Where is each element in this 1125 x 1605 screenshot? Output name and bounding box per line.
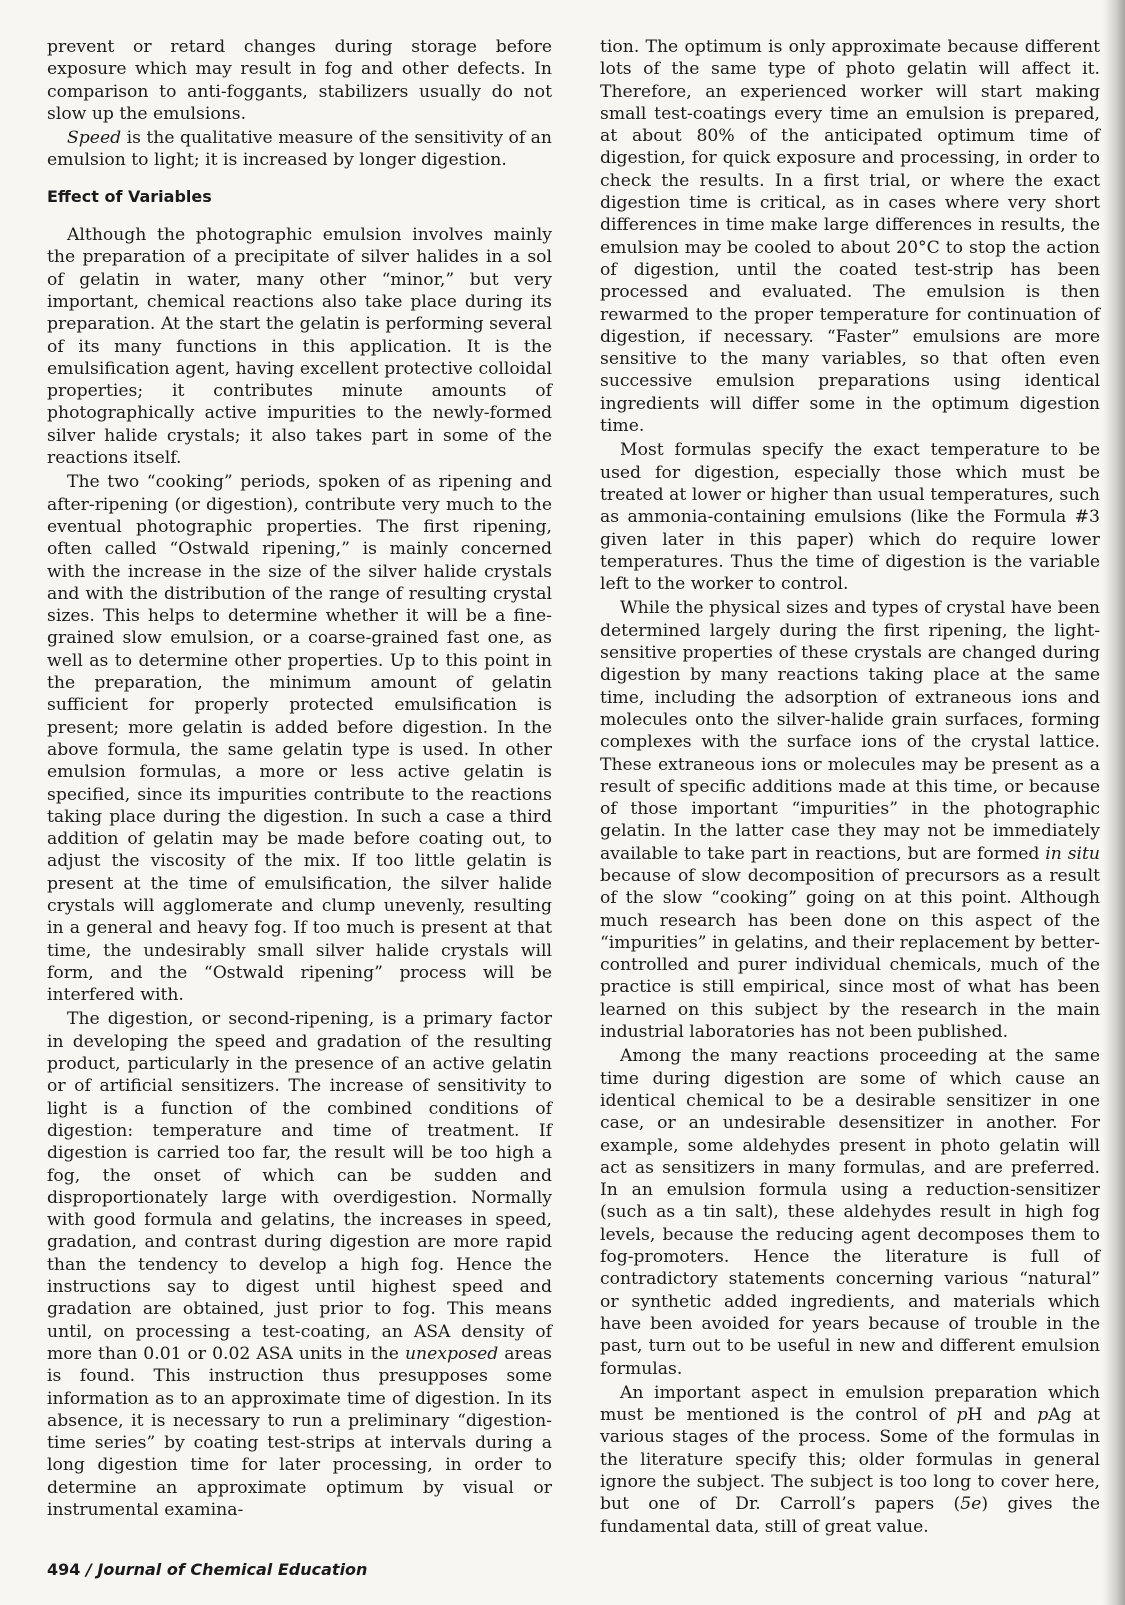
paragraph: Although the photographic emulsion involves mainly the preparation of a precipitate of silver halides in a sol of gelatin in water, many other “minor,” but very important, chemical reactions also take place during its preparation. At the start the gelatin is performing several of its many functions in this application. It is the emulsification agent, having excellent protective colloidal properties; it contributes minute amounts of photographically active impurities to the newly-formed silver halide crystals; it also takes part in some of the reactions itself. [47,225,552,469]
paragraph: The two “cooking” periods, spoken of as ripening and after-ripening (or digestion), contribute very much to the eventual photographic properties. The first ripening, often called “Ostwald ripening,” is mainly concerned with the increase in the size of the silver halide crystals and with the distribution of the range of resulting crystal sizes. This helps to determine whether it will be a fine-grained slow emulsion, or a coarse-grained fast one, as well as to determine other properties. Up to this point in the preparation, the minimum amount of gelatin sufficient for properly protected emulsification is present; more gelatin is added before digestion. In the above formula, the same gelatin type is used. In other emulsion formulas, a more or less active gelatin is specified, since its impurities contribute to the reactions taking place during the digestion. In such a case a third addition of gelatin may be made before coating out, to adjust the viscosity of the mix. If too little gelatin is present at the time of emulsification, the silver halide crystals will agglomerate and clump unevenly, resulting in a general and heavy fog. If too much is present at that time, the undesirably small silver halide crystals will form, and the “Ostwald ripening” process will be interfered with. [47,472,552,1006]
paragraph: While the physical sizes and types of crystal have been determined largely during the first ripening, the light-sensitive properties of these crystals are changed during digestion by many reactions taking place at the same time, including the adsorption of extraneous ions and molecules onto the silver-halide grain surfaces, forming complexes with the surface ions of the crystal lattice. These extraneous ions or molecules may be present as a result of specific additions made at this time, or because of those important “impurities” in the photographic gelatin. In the latter case they may not be immediately available to take part in reactions, but are formed in situ because of slow decomposition of precursors as a result of the slow “cooking” going on at this point. Although much research has been done on this aspect of the “impurities” in gelatins, and their replacement by better-controlled and purer individual chemicals, much of the practice is still empirical, since most of what has been learned on this subject by the research in the main industrial laboratories has not been published. [600,598,1100,1043]
paragraph: Speed is the qualitative measure of the sensitivity of an emulsion to light; it is increased by longer digestion. [47,128,552,171]
section-heading: Effect of Variables [47,186,212,206]
left-column [47,36,552,1521]
scan-edge-shadow [1103,0,1125,1605]
paragraph: prevent or retard changes during storage before exposure which may result in fog and other defects. In comparison to anti-foggants, stabilizers usually do not slow up the emulsions. [47,37,552,124]
paragraph: tion. The optimum is only approximate because different lots of the same type of photo gelatin will affect it. Therefore, an experienced worker will start making small test-coatings every time an emulsion is prepared, at about 80% of the anticipated optimum time of digestion, for quick exposure and processing, in order to check the results. In a first trial, or where the exact digestion time is critical, as in cases where very short differences in time make large differences in results, the emulsion may be cooled to about 20°C to stop the action of digestion, until the coated test-strip has been processed and evaluated. The emulsion is then rewarmed to the proper temperature for continuation of digestion, if necessary. “Faster” emulsions are more sensitive to the many variables, so that often even successive emulsion preparations using identical ingredients will differ some in the optimum digestion time. [600,37,1100,437]
page-number: 494 [47,1560,81,1579]
journal-title: Journal of Chemical Education [97,1560,368,1579]
term-speed: Speed [67,128,122,149]
page-footer [47,1560,367,1579]
paragraph: An important aspect in emulsion preparation which must be mentioned is the control of pH and pAg at various stages of the process. Some of the formulas in the literature specify this; older formulas in general ignore the subject. The subject is too long to cover here, but one of Dr. Carroll’s papers (5e) gives the fundamental data, still of great value. [600,1382,1101,1537]
paragraph: The digestion, or second-ripening, is a primary factor in developing the speed and gradation of the resulting product, particularly in the presence of an active gelatin or of artificial sensitizers. The increase of sensitivity to light is a function of the combined conditions of digestion: temperature and time of treatment. If digestion is carried too far, the result will be too high a fog, the onset of which can be sudden and disproportionately large with overdigestion. Normally with good formula and gelatins, the increases in speed, gradation, and contrast during digestion are more rapid than the tendency to develop a high fog. Hence the instructions say to digest until highest speed and gradation are obtained, just prior to fog. This means until, on processing a test-coating, an ASA density of more than 0.01 or 0.02 ASA units in the unexposed areas is found. This instruction thus presupposes some information as to an approximate time of digestion. In its absence, it is necessary to run a preliminary “digestion-time series” by coating test-strips at intervals during a long digestion time for later processing, in order to determine an approximate optimum by visual or instrumental examina- [47,1009,552,1520]
right-column [600,36,1100,1538]
footer-separator: / [80,1560,98,1579]
paragraph: Among the many reactions proceeding at the same time during digestion are some of which cause an identical chemical to be a desirable sensitizer in one case, or an undesirable desensitizer in another. For example, some aldehydes present in photo gelatin will act as sensitizers in many formulas, and are preferred. In an emulsion formula using a reduction-sensitizer (such as a tin salt), these aldehydes result in high fog levels, because the reducing agent decomposes them to fog-promoters. Hence the literature is full of contradictory statements concerning various “natural” or synthetic added ingredients, and materials which have been avoided for years because of trouble in the past, turn out to be useful in new and different emulsion formulas. [600,1046,1100,1379]
paragraph: Most formulas specify the exact temperature to be used for digestion, especially those which must be treated at lower or higher than usual temperatures, such as ammonia-containing emulsions (like the Formula #3 given later in this paper) which do require lower temperatures. Thus the time of digestion is the variable left to the worker to control. [600,440,1100,595]
